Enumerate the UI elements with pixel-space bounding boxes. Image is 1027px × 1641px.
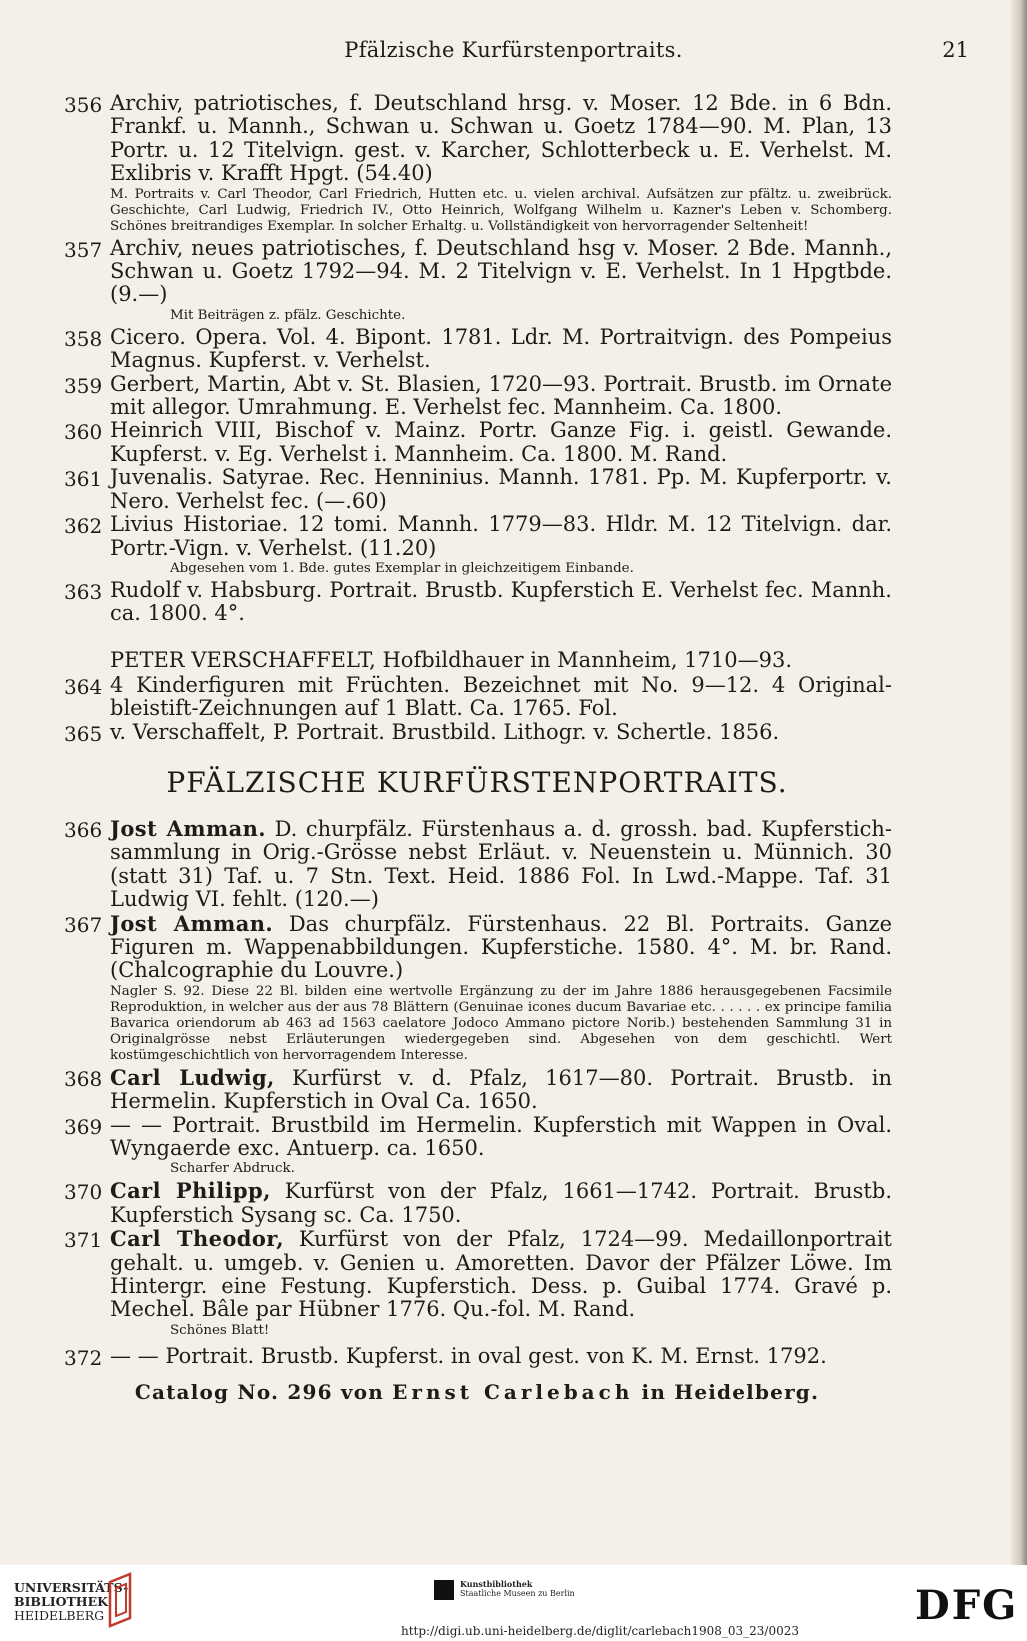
entry-356 <box>62 92 892 235</box>
entry-361 <box>62 466 892 513</box>
entry-text: Livius Historiae. 12 tomi. Mannh. 1779—83. Hldr. M. 12 Titelvign. dar. Portr.-Vign. v. Verhelst. (11.20) <box>110 512 892 560</box>
kunstbibliothek-logo-icon <box>434 1580 454 1600</box>
entry-text: Gerbert, Martin, Abt v. St. Blasien, 1720—93. Portrait. Brustb. im Ornate mit allegor. Umrahmung. E. Verhelst fec. Mannheim. Ca. 1800. <box>110 371 892 420</box>
entry-text: v. Verschaffelt, P. Portrait. Brustbild. Lithogr. v. Schertle. 1856. <box>110 719 780 744</box>
entry-number: 356 <box>64 93 103 117</box>
entry-358 <box>62 326 892 373</box>
entry-text: — — Portrait. Brustb. Kupferst. in oval gest. von K. M. Ernst. 1792. <box>110 1343 827 1368</box>
entry-number: 369 <box>64 1114 103 1139</box>
entry-371 <box>62 1227 892 1339</box>
entry-number: 367 <box>64 912 103 937</box>
entry-number: 365 <box>64 721 103 746</box>
entry-number: 366 <box>64 817 103 842</box>
entry-363 <box>62 579 892 626</box>
uni-line-1: UNIVERSITÄTS- <box>14 1580 129 1595</box>
entry-text: Kurfürst von der Pfalz, 1661—1742. Portrait. Brustb. Kupferstich Sysang sc. Ca. 1750. <box>110 1179 892 1227</box>
entry-number: 372 <box>64 1345 103 1370</box>
entry-number: 368 <box>64 1066 103 1091</box>
entry-359 <box>62 373 892 420</box>
catalog-prefix: Catalog No. 296 von <box>134 1380 384 1405</box>
entry-number: 361 <box>64 467 103 492</box>
entry-text: Heinrich VIII, Bischof v. Mainz. Portr. Ganze Fig. i. geistl. Gewande. Kupferst. v. Eg. Verhelst i. Mannheim. Ca. 1800. M. Rand. <box>110 418 892 466</box>
entry-number: 370 <box>64 1180 103 1205</box>
entry-note: Mit Beiträgen z. pfälz. Geschichte. <box>170 307 406 323</box>
entry-number: 357 <box>64 237 103 262</box>
running-title: Pfälzische Kurfürstenportraits. <box>344 38 683 62</box>
entry-name: Carl Philipp, <box>110 1178 271 1204</box>
entry-note: Nagler S. 92. Diese 22 Bl. bilden eine wertvolle Ergänzung zu der im Jahre 1886 herausgegebenen Facsimile Reproduktion, in welcher aus der aus 78 Blättern (Genuinae icones ducum Bavariae etc. . . . . . ex principe familia Bavarica oriendorum ab 463 ad 1563 caelatore Jodoco Ammano pictore Norib.) bestehenden Sammlung 31 in Originalgrösse nebst Erläuterungen wiedergegeben sind. Abgesehen von dem geschichtl. Wert kostümgeschichtlich von hervorragendem Interesse. <box>110 983 892 1063</box>
entry-360 <box>62 419 892 466</box>
entry-372 <box>62 1345 892 1368</box>
entry-362 <box>62 513 892 577</box>
kunstbibliothek-text <box>460 1579 575 1599</box>
section-verschaffelt: PETER VERSCHAFFELT, Hofbildhauer in Mannheim, 1710—93. <box>110 647 793 672</box>
catalog-imprint <box>62 1380 892 1404</box>
entry-text: 4 Kinderfiguren mit Früchten. Bezeichnet mit No. 9—12. 4 Original-bleistift-Zeichnungen auf 1 Blatt. Ca. 1765. Fol. <box>110 672 892 721</box>
entry-name: Jost Amman. <box>110 910 274 936</box>
page-header <box>0 38 1027 68</box>
page-edge-shadow <box>1011 0 1027 1565</box>
uni-line-2: BIBLIOTHEK <box>14 1594 109 1609</box>
entry-366 <box>62 817 892 912</box>
entry-text: Kurfürst von der Pfalz, 1724—99. Medaillonportrait gehalt. u. umgeb. v. Genien u. Amoretten. Davor der Pfälzer Löwe. Im Hintergr. eine Festung. Kupferstich. Dess. p. Guibal 1774. Gravé p. Mechel. Bâle par Hübner 1776. Qu.-fol. M. Rand. <box>110 1227 892 1322</box>
entry-number: 363 <box>64 579 103 604</box>
entry-369 <box>62 1114 892 1178</box>
entry-365 <box>62 721 892 744</box>
entry-note: M. Portraits v. Carl Theodor, Carl Friedrich, Hutten etc. u. vielen archival. Aufsätzen zur pfältz. u. zweibrück. Geschichte, Carl Ludwig, Friedrich IV., Otto Heinrich, Wolfgang Wilhelm u. Kazner's Leben v. Schomberg. Schönes breitrandiges Exemplar. In solcher Erhaltg. u. Vollständigkeit von hervorragender Seltenheit! <box>110 186 892 234</box>
entry-number: 362 <box>64 514 103 539</box>
entry-note: Schönes Blatt! <box>170 1322 270 1338</box>
catalog-dealer-name: Ernst Carlebach <box>392 1380 634 1405</box>
entry-number: 360 <box>64 420 103 445</box>
catalog-suffix: in Heidelberg. <box>641 1380 820 1405</box>
entry-368 <box>62 1066 892 1114</box>
entry-name: Carl Ludwig, <box>110 1064 275 1090</box>
page-number: 21 <box>942 38 969 62</box>
entry-text: Cicero. Opera. Vol. 4. Bipont. 1781. Ldr. M. Portraitvign. des Pompeius Magnus. Kupferst. v. Verhelst. <box>110 324 892 373</box>
kb-line-2: Staatliche Museen zu Berlin <box>460 1589 575 1598</box>
entry-note: Scharfer Abdruck. <box>170 1161 295 1177</box>
entry-text: Archiv, neues patriotisches, f. Deutschland hsg v. Moser. 2 Bde. Mannh., Schwan u. Goetz 1792—94. M. 2 Titelvign v. E. Verhelst. In 1 Hpgtbde. (9.—) <box>110 235 892 307</box>
entry-364 <box>62 674 892 721</box>
entry-name: Carl Theodor, <box>110 1226 284 1252</box>
entry-text: Das churpfälz. Fürstenhaus. 22 Bl. Portraits. Ganze Figuren m. Wappenabbildungen. Kupferstiche. 1580. 4°. M. br. Rand. (Chalcographie du Louvre.) <box>110 911 892 983</box>
uni-line-3: HEIDELBERG <box>14 1608 105 1623</box>
entry-text: Archiv, patriotisches, f. Deutschland hrsg. v. Moser. 12 Bde. in 6 Bdn. Frankf. u. Mannh., Schwan u. Schwan u. Goetz 1784—90. M. Plan, 13 Portr. u. 12 Titelvign. gest. v. Karcher, Schlotterbeck u. E. Verhelst. M. Exlibris v. Krafft Hpgt. (54.40) <box>110 91 892 186</box>
entry-text: Rudolf v. Habsburg. Portrait. Brustb. Kupferstich E. Verhelst fec. Mannh. ca. 1800. 4°. <box>110 577 892 626</box>
entry-367 <box>62 912 892 1064</box>
entry-text: Kurfürst v. d. Pfalz, 1617—80. Portrait. Brustb. in Hermelin. Kupferstich in Oval Ca. 1650. <box>110 1065 892 1114</box>
university-logo-icon <box>104 1572 140 1628</box>
entry-357 <box>62 237 892 324</box>
entry-text: D. churpfälz. Fürstenhaus a. d. grossh. bad. Kupferstich-sammlung in Orig.-Grösse nebst Erläut. v. Neuenstein u. Münnich. 30 (statt 31) Taf. u. 7 Stn. Text. Heid. 1886 Fol. In Lwd.-Mappe. Taf. 31 Ludwig VI. fehlt. (120.—) <box>110 816 892 912</box>
section-heading: PFÄLZISCHE KURFÜRSTENPORTRAITS. <box>166 765 788 799</box>
entry-370 <box>62 1179 892 1227</box>
catalog-content <box>62 92 892 1404</box>
dfg-logo: DFG <box>915 1582 1019 1629</box>
kb-line-1: Kunstbibliothek <box>460 1579 533 1589</box>
entry-number: 358 <box>64 326 103 351</box>
entry-text: — — Portrait. Brustbild im Hermelin. Kupferstich mit Wappen in Oval. Wyngaerde exc. Antuerp. ca. 1650. <box>110 1112 892 1160</box>
entry-number: 364 <box>64 674 103 699</box>
entry-name: Jost Amman. <box>110 815 266 841</box>
entry-number: 359 <box>64 373 103 398</box>
entry-number: 371 <box>64 1228 103 1253</box>
entry-note: Abgesehen vom 1. Bde. gutes Exemplar in gleichzeitigem Einbande. <box>170 560 634 576</box>
permalink-url[interactable]: http://digi.ub.uni-heidelberg.de/diglit/carlebach1908_03_23/0023 <box>401 1624 799 1638</box>
entry-text: Juvenalis. Satyrae. Rec. Henninius. Mannh. 1781. Pp. M. Kupferportr. v. Nero. Verhelst fec. (—.60) <box>110 465 892 513</box>
